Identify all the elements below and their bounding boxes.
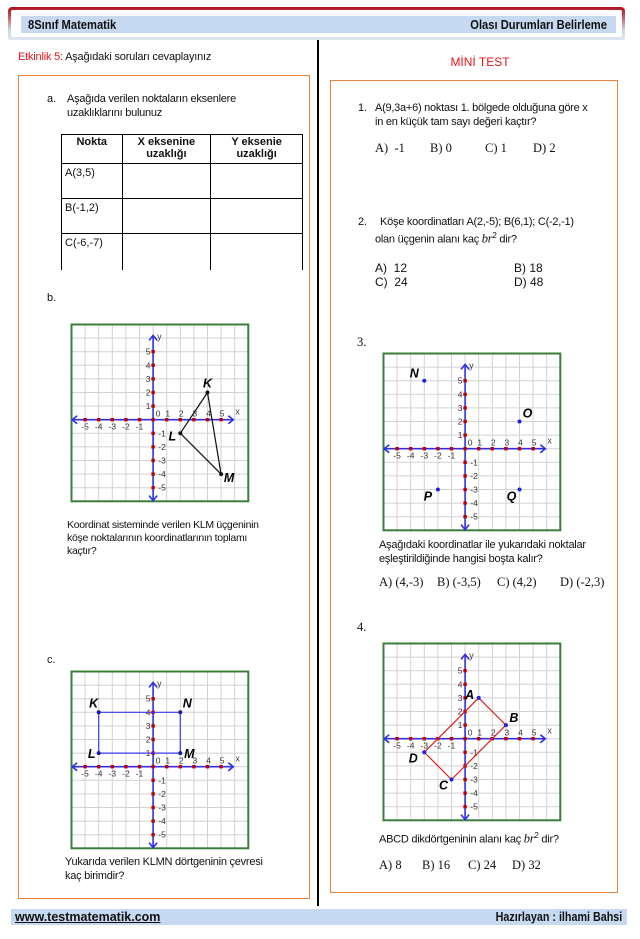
svg-text:0: 0 — [155, 755, 161, 766]
svg-text:-2: -2 — [470, 470, 478, 481]
svg-text:4: 4 — [518, 437, 523, 448]
svg-text:-1: -1 — [158, 428, 166, 439]
question-line: kaçtır? — [67, 545, 97, 557]
x-distance-cell[interactable] — [122, 234, 211, 271]
question-line: Aşağıdaki koordinatlar ile yukarıdaki noktalar — [379, 539, 586, 551]
point-K — [205, 390, 209, 394]
y-distance-cell[interactable] — [211, 164, 303, 199]
svg-text:1: 1 — [145, 748, 151, 759]
svg-text:2: 2 — [457, 416, 463, 427]
point-N — [178, 710, 182, 714]
svg-text:-5: -5 — [81, 421, 89, 432]
svg-text:-1: -1 — [447, 740, 456, 751]
svg-text:3: 3 — [457, 402, 463, 413]
svg-text:4: 4 — [518, 727, 523, 738]
header-x-distance — [122, 135, 211, 164]
website-link[interactable]: www.testmatematik.com — [15, 910, 161, 924]
question-text: ABCD dikdörtgeninin alanı kaç — [379, 833, 521, 846]
question-line: Aşağıda verilen noktaların eksenlere — [67, 93, 236, 105]
question-2-number: 2. — [358, 216, 368, 228]
svg-text:-4: -4 — [470, 788, 478, 799]
svg-text:-4: -4 — [94, 421, 103, 432]
q3-option-a[interactable]: A) (4,-3) — [379, 575, 424, 589]
point-label-C: C — [438, 778, 449, 793]
svg-text:1: 1 — [165, 408, 171, 419]
svg-text:-3: -3 — [158, 802, 166, 813]
svg-text:y: y — [469, 650, 474, 661]
svg-text:-5: -5 — [470, 511, 478, 522]
topic-title: Olası Durumları Belirleme — [470, 17, 607, 32]
svg-text:5: 5 — [219, 408, 225, 419]
svg-text:-3: -3 — [108, 768, 117, 779]
svg-text:-1: -1 — [158, 775, 166, 786]
svg-text:-5: -5 — [393, 450, 401, 461]
point-B — [504, 723, 508, 727]
svg-text:-1: -1 — [135, 768, 144, 779]
table-row — [62, 199, 303, 234]
point-label-A: A — [465, 687, 475, 702]
unit-exponent: 2 — [492, 231, 497, 240]
table-row — [62, 234, 303, 271]
svg-text:0: 0 — [467, 437, 473, 448]
svg-text:-1: -1 — [470, 457, 478, 468]
point-M — [219, 472, 223, 476]
axis-titles — [469, 360, 552, 445]
question-1-text — [375, 101, 588, 129]
point-L — [178, 431, 182, 435]
question-line: Koordinat sisteminde verilen KLM üçgeninin — [67, 519, 259, 531]
q3-option-b[interactable]: B) (-3,5) — [437, 575, 481, 589]
svg-text:4: 4 — [145, 360, 151, 371]
svg-text:-1: -1 — [135, 421, 144, 432]
q4-option-a[interactable]: A) 8 — [379, 858, 402, 872]
part-c-question — [65, 855, 263, 883]
svg-text:-2: -2 — [122, 421, 130, 432]
unit-br: br — [523, 831, 535, 846]
svg-text:2: 2 — [490, 437, 496, 448]
svg-text:-2: -2 — [470, 760, 478, 771]
svg-text:4: 4 — [206, 408, 211, 419]
header-text: Y eksenie — [231, 136, 282, 148]
klmn-quadrilateral-plot — [70, 670, 249, 849]
point-C — [449, 777, 453, 781]
svg-text:x: x — [235, 753, 240, 764]
svg-text:0: 0 — [155, 408, 161, 419]
table-row — [62, 164, 303, 199]
question-line: Köşe koordinatları A(2,-5); B(6,1); C(-2,-1) — [380, 216, 574, 228]
activity-text: Aşağıdaki soruları cevaplayınız — [62, 51, 212, 63]
svg-text:1: 1 — [477, 437, 483, 448]
point-label-N: N — [182, 696, 192, 711]
svg-text:y: y — [157, 678, 162, 689]
svg-text:5: 5 — [457, 375, 463, 386]
svg-text:-4: -4 — [406, 740, 415, 751]
point-label-M: M — [223, 471, 235, 486]
point-label-N: N — [409, 366, 419, 381]
svg-text:-3: -3 — [420, 740, 429, 751]
svg-text:1: 1 — [477, 727, 483, 738]
point-Q — [517, 487, 521, 491]
q1-option-a[interactable]: A) -1 — [375, 141, 405, 155]
svg-text:5: 5 — [145, 346, 151, 357]
svg-text:4: 4 — [206, 755, 211, 766]
svg-text:-5: -5 — [158, 829, 166, 840]
q2-option-c[interactable]: C) 24 — [375, 275, 408, 289]
svg-text:-3: -3 — [420, 450, 429, 461]
question-1-number: 1. — [358, 102, 368, 114]
klm-triangle-plot — [70, 323, 249, 502]
point-label-D: D — [408, 751, 418, 766]
svg-text:-4: -4 — [406, 450, 415, 461]
svg-text:-3: -3 — [470, 484, 478, 495]
points-nopq-plot — [382, 352, 561, 531]
mini-test-title: MİNİ TEST — [450, 55, 510, 69]
column-divider — [317, 40, 319, 906]
point-label-L: L — [87, 747, 96, 762]
svg-text:3: 3 — [504, 727, 510, 738]
point-M — [178, 751, 182, 755]
point-label-L: L — [168, 429, 177, 444]
question-3-text — [379, 538, 586, 566]
svg-text:2: 2 — [457, 706, 463, 717]
q1-option-b[interactable]: B) 0 — [430, 141, 452, 155]
q3-option-d[interactable]: D) (-2,3) — [560, 575, 605, 589]
point-N — [422, 379, 426, 383]
svg-text:-4: -4 — [470, 498, 478, 509]
x-distance-cell[interactable] — [122, 164, 211, 199]
point-label-O: O — [522, 406, 533, 421]
svg-text:3: 3 — [504, 437, 510, 448]
svg-text:x: x — [547, 725, 552, 736]
point-cell: C(-6,-7) — [62, 234, 123, 271]
y-distance-cell[interactable] — [211, 234, 303, 271]
unit-exponent: 2 — [534, 831, 539, 840]
question-line: kaç birimdir? — [65, 870, 125, 882]
svg-text:x: x — [547, 435, 552, 446]
question-line: köşe noktalarının koordinatlarının toplamı — [67, 532, 248, 544]
q3-option-c[interactable]: C) (4,2) — [497, 575, 537, 589]
point-O — [517, 419, 521, 423]
question-3-number: 3. — [357, 335, 367, 349]
point-A — [477, 696, 481, 700]
activity-label: Etkinlik 5: — [18, 51, 63, 63]
question-line: uzaklıklarını bulunuz — [67, 107, 163, 119]
question-suffix: dir? — [538, 833, 559, 846]
point-P — [436, 487, 440, 491]
svg-text:-5: -5 — [81, 768, 89, 779]
svg-text:-2: -2 — [434, 740, 442, 751]
point-label-K: K — [202, 376, 213, 391]
point-label-M: M — [184, 747, 195, 762]
svg-text:-4: -4 — [158, 469, 166, 480]
svg-text:1: 1 — [457, 720, 463, 731]
svg-text:-2: -2 — [158, 441, 166, 452]
part-a-marker: a. — [47, 93, 57, 105]
header-point — [62, 135, 123, 164]
svg-text:-4: -4 — [158, 816, 166, 827]
question-text: olan üçgenin alanı kaç — [375, 233, 479, 246]
svg-text:-5: -5 — [393, 740, 401, 751]
author-credit: Hazırlayan : ilhami Bahsi — [495, 910, 622, 924]
svg-text:-4: -4 — [94, 768, 103, 779]
question-4-number: 4. — [357, 620, 367, 634]
question-4-text — [379, 829, 559, 847]
svg-text:5: 5 — [457, 665, 463, 676]
part-b-marker: b. — [47, 292, 57, 304]
point-label-Q: Q — [506, 489, 517, 504]
abcd-rectangle-plot — [382, 642, 561, 821]
svg-text:3: 3 — [457, 692, 463, 703]
header-text: uzaklığı — [236, 148, 277, 160]
point-cell: B(-1,2) — [62, 199, 123, 234]
svg-text:0: 0 — [467, 727, 473, 738]
svg-text:5: 5 — [531, 727, 537, 738]
axis-titles — [157, 678, 240, 763]
point-label-P: P — [423, 489, 433, 504]
svg-text:-3: -3 — [470, 774, 478, 785]
svg-text:-2: -2 — [122, 768, 130, 779]
svg-text:3: 3 — [192, 408, 198, 419]
svg-text:5: 5 — [145, 693, 151, 704]
part-c-marker: c. — [47, 654, 56, 666]
svg-text:-3: -3 — [108, 421, 117, 432]
svg-text:1: 1 — [165, 755, 171, 766]
distance-table — [61, 134, 303, 270]
question-line: Yukarıda verilen KLMN dörtgeninin çevresi — [65, 856, 263, 868]
svg-text:5: 5 — [219, 755, 225, 766]
header-text: X eksenine — [137, 136, 196, 148]
q4-option-d[interactable]: D) 32 — [512, 858, 541, 872]
svg-text:2: 2 — [145, 387, 151, 398]
svg-text:4: 4 — [145, 707, 151, 718]
point-label-B: B — [509, 711, 519, 726]
axis-titles — [157, 331, 240, 416]
svg-text:-1: -1 — [470, 747, 478, 758]
svg-text:1: 1 — [457, 430, 463, 441]
unit-br: br — [481, 231, 493, 246]
q4-option-b[interactable]: B) 16 — [422, 858, 451, 872]
question-line — [375, 229, 574, 247]
header-text: Nokta — [76, 136, 108, 148]
q2-option-a[interactable]: A) 12 — [375, 261, 408, 275]
part-a-question — [67, 92, 236, 120]
point-L — [97, 751, 101, 755]
svg-text:4: 4 — [457, 679, 463, 690]
svg-text:2: 2 — [178, 408, 184, 419]
svg-text:-5: -5 — [470, 801, 478, 812]
svg-text:1: 1 — [145, 401, 151, 412]
svg-text:-2: -2 — [158, 788, 166, 799]
svg-text:-1: -1 — [447, 450, 456, 461]
svg-text:y: y — [469, 360, 474, 371]
point-label-K: K — [89, 696, 99, 711]
point-cell: A(3,5) — [62, 164, 123, 199]
svg-text:2: 2 — [145, 734, 151, 745]
question-line: A(9,3a+6) noktası 1. bölgede olduğuna göre x — [375, 102, 588, 114]
q1-option-c[interactable]: C) 1 — [485, 141, 507, 155]
question-line: eşleştirildiğinde hangisi boşta kalır? — [379, 553, 543, 565]
point-K — [97, 710, 101, 714]
q1-option-d[interactable]: D) 2 — [533, 141, 556, 155]
y-distance-cell[interactable] — [211, 199, 303, 234]
svg-text:x: x — [235, 406, 240, 417]
part-b-question — [67, 519, 259, 558]
header-y-distance — [211, 135, 303, 164]
q4-option-c[interactable]: C) 24 — [468, 858, 497, 872]
svg-text:-3: -3 — [158, 455, 166, 466]
svg-text:3: 3 — [145, 373, 151, 384]
q2-option-d[interactable]: D) 48 — [514, 275, 544, 289]
question-2-text — [375, 215, 574, 247]
svg-text:2: 2 — [490, 727, 496, 738]
q2-option-b[interactable]: B) 18 — [514, 261, 543, 275]
svg-text:3: 3 — [145, 720, 151, 731]
svg-text:y: y — [157, 331, 162, 342]
x-distance-cell[interactable] — [122, 199, 211, 234]
header-text: uzaklığı — [146, 148, 187, 160]
svg-text:-5: -5 — [158, 482, 166, 493]
svg-text:4: 4 — [457, 389, 463, 400]
course-title: 8Sınıf Matematik — [28, 17, 117, 32]
activity-instruction — [18, 50, 211, 64]
table-header-row — [62, 135, 303, 164]
point-D — [422, 750, 426, 754]
svg-text:2: 2 — [178, 755, 184, 766]
question-suffix: dir? — [496, 233, 517, 246]
svg-text:-2: -2 — [434, 450, 442, 461]
svg-text:3: 3 — [192, 755, 198, 766]
svg-text:5: 5 — [531, 437, 537, 448]
question-line: in en küçük tam sayı değeri kaçtır? — [375, 116, 537, 128]
